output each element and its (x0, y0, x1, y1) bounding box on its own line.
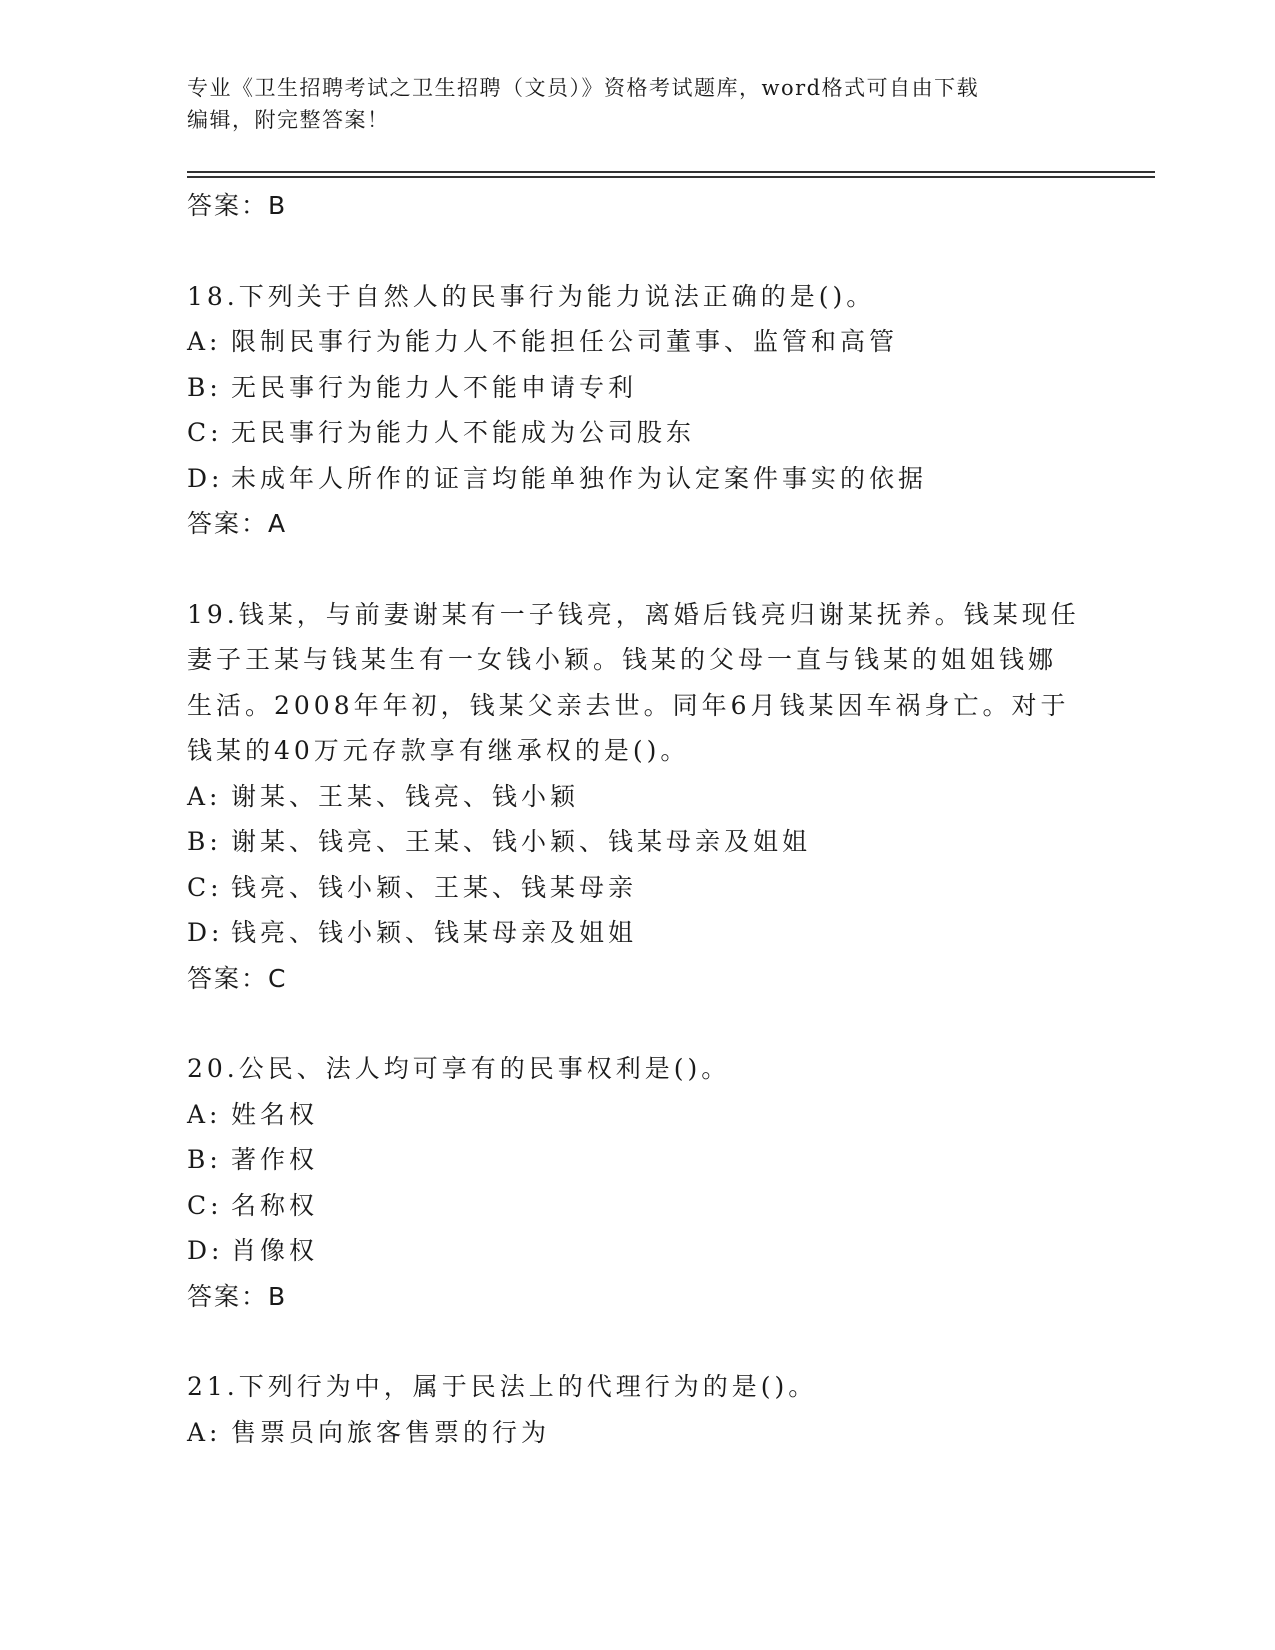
option-key: A: (187, 327, 222, 356)
option-text: 钱亮、钱小颖、王某、钱某母亲 (231, 872, 638, 902)
option-key: B: (187, 372, 222, 402)
option-text: 限制民事行为能力人不能担任公司董事、监管和高管 (231, 327, 899, 356)
question-18 (187, 274, 1087, 547)
option-text: 未成年人所作的证言均能单独作为认定案件事实的依据 (231, 463, 928, 493)
option-text: 著作权 (231, 1145, 319, 1174)
option-text: 名称权 (231, 1190, 319, 1220)
option-key: B: (187, 827, 222, 856)
document-header (187, 72, 1087, 136)
option-text: 无民事行为能力人不能申请专利 (231, 372, 638, 402)
option-key: A: (187, 781, 222, 811)
option-text: 谢某、王某、钱亮、钱小颖 (231, 781, 580, 811)
question-stem: 生活。2008年年初，钱某父亲去世。同年6月钱某因车祸身亡。对于 (187, 690, 1070, 720)
option-d (187, 1228, 1087, 1274)
option-key: B: (187, 1145, 222, 1174)
option-text: 姓名权 (231, 1099, 319, 1129)
option-c (187, 865, 1087, 911)
option-b (187, 365, 1087, 411)
header-line: 专业《卫生招聘考试之卫生招聘（文员）》资格考试题库，word格式可自由下载 (187, 76, 980, 100)
document-body (187, 183, 1087, 1455)
option-b (187, 1137, 1087, 1183)
option-c (187, 1183, 1087, 1229)
option-d (187, 456, 1087, 502)
option-text: 肖像权 (231, 1236, 319, 1265)
option-key: D: (187, 918, 224, 947)
option-text: 无民事行为能力人不能成为公司股东 (231, 418, 696, 447)
question-stem: 钱某的40万元存款享有继承权的是()。 (187, 736, 690, 765)
option-key: A: (187, 1099, 222, 1129)
option-text: 售票员向旅客售票的行为 (231, 1417, 551, 1447)
option-key: D: (187, 463, 224, 493)
option-key: A: (187, 1417, 222, 1447)
option-text: 谢某、钱亮、王某、钱小颖、钱某母亲及姐姐 (231, 827, 812, 856)
option-c (187, 410, 1087, 456)
answer-line: 答案：B (187, 191, 288, 220)
question-stem: 20.公民、法人均可享有的民事权利是()。 (187, 1054, 731, 1083)
option-a (187, 1410, 1087, 1456)
answer-line: 答案：C (187, 963, 288, 993)
question-stem: 18.下列关于自然人的民事行为能力说法正确的是()。 (187, 281, 876, 311)
question-20 (187, 1046, 1087, 1319)
header-divider (187, 171, 1155, 173)
question-19 (187, 592, 1087, 1002)
option-a (187, 319, 1087, 365)
option-text: 钱亮、钱小颖、钱某母亲及姐姐 (231, 918, 638, 947)
question-21 (187, 1364, 1087, 1455)
answer-line: 答案：B (187, 1281, 288, 1311)
option-b (187, 819, 1087, 865)
option-key: C: (187, 1190, 223, 1220)
option-a (187, 1092, 1087, 1138)
option-key: C: (187, 418, 223, 447)
header-divider (187, 176, 1155, 178)
question-stem: 妻子王某与钱某生有一女钱小颖。钱某的父母一直与钱某的姐姐钱娜 (187, 645, 1058, 674)
option-a (187, 774, 1087, 820)
option-key: D: (187, 1236, 224, 1265)
answer-line: 答案：A (187, 509, 288, 538)
option-d (187, 910, 1087, 956)
question-stem: 21.下列行为中，属于民法上的代理行为的是()。 (187, 1372, 818, 1401)
header-line: 编辑，附完整答案！ (187, 108, 390, 132)
option-key: C: (187, 872, 223, 902)
question-stem: 19.钱某，与前妻谢某有一子钱亮，离婚后钱亮归谢某抚养。钱某现任 (187, 599, 1080, 629)
